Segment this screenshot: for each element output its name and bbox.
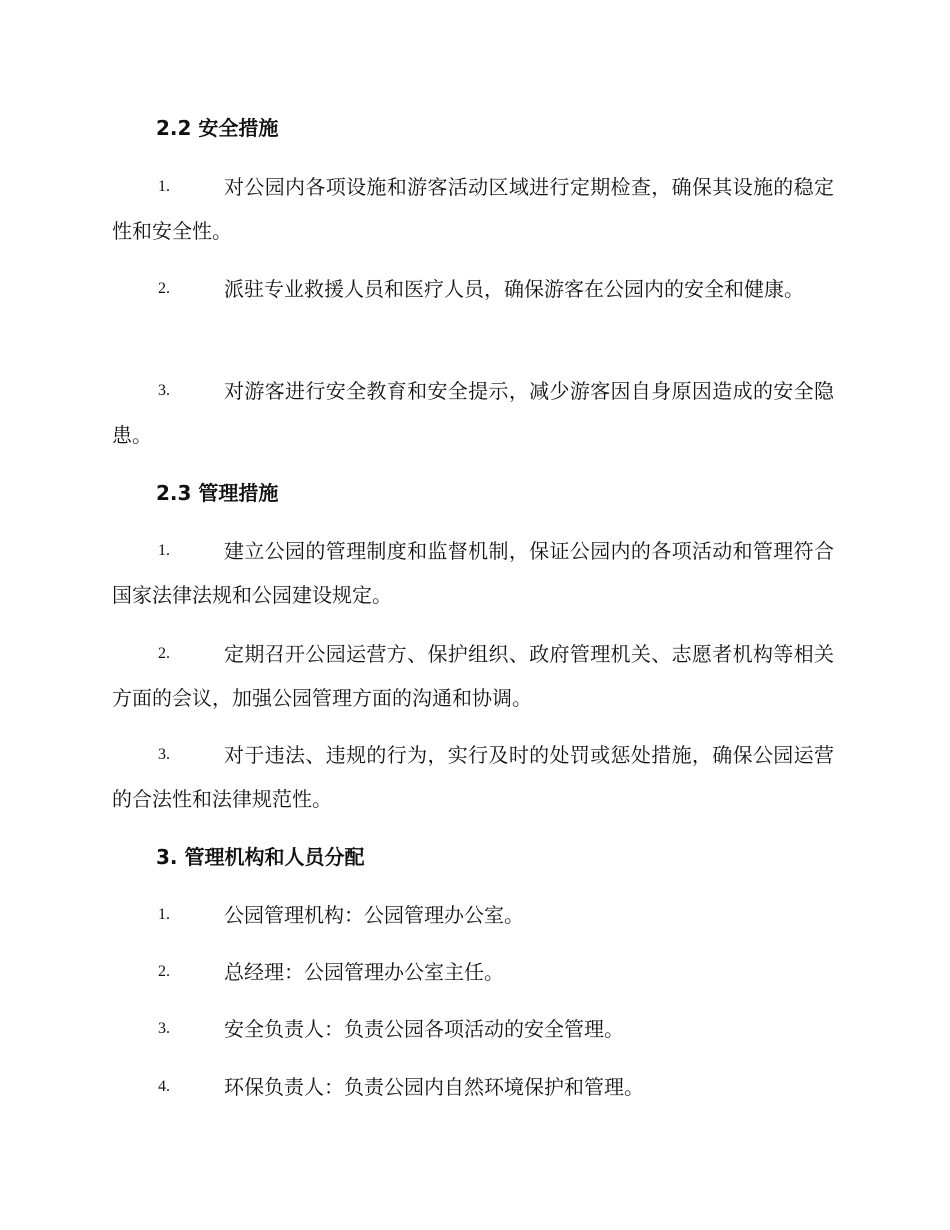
list-item-text: 总经理：公园管理办公室主任。: [224, 960, 504, 984]
list-item-text: 建立公园的管理制度和监督机制，保证公园内的各项活动和管理符合国家法律法规和公园建设规定。: [112, 539, 834, 607]
list-number: 3.: [158, 382, 170, 399]
list-item: [112, 173, 834, 253]
section-heading-management: 2.3 管理措施: [156, 481, 279, 505]
list-item: [112, 1073, 834, 1109]
list-item: [112, 640, 834, 720]
list-item: [112, 537, 834, 617]
list-number: 3.: [158, 1020, 170, 1037]
list-item: [112, 958, 834, 994]
list-item-text: 公园管理机构：公园管理办公室。: [224, 903, 524, 927]
list-number: 2.: [158, 963, 170, 980]
list-item-text: 派驻专业救援人员和医疗人员，确保游客在公园内的安全和健康。: [224, 277, 804, 301]
list-item-text: 安全负责人：负责公园各项活动的安全管理。: [224, 1017, 624, 1041]
list-number: 1.: [158, 542, 170, 559]
list-number: 2.: [158, 280, 170, 297]
list-number: 3.: [158, 746, 170, 763]
list-item-text: 对于违法、违规的行为，实行及时的处罚或惩处措施，确保公园运营的合法性和法律规范性。: [112, 743, 834, 811]
list-number: 1.: [158, 906, 170, 923]
list-number: 4.: [158, 1078, 170, 1095]
list-item-text: 对公园内各项设施和游客活动区域进行定期检查，确保其设施的稳定性和安全性。: [112, 175, 834, 243]
list-number: 1.: [158, 178, 170, 195]
list-item: [112, 741, 834, 821]
list-item-text: 对游客进行安全教育和安全提示，减少游客因自身原因造成的安全隐患。: [112, 379, 834, 447]
section-heading-organization: 3. 管理机构和人员分配: [156, 845, 365, 869]
section-heading-safety: 2.2 安全措施: [156, 116, 279, 140]
list-item-text: 环保负责人：负责公园内自然环境保护和管理。: [224, 1075, 644, 1099]
list-item: [112, 377, 834, 457]
list-number: 2.: [158, 645, 170, 662]
list-item: [112, 275, 834, 311]
list-item: [112, 901, 834, 937]
list-item: [112, 1015, 834, 1051]
list-item-text: 定期召开公园运营方、保护组织、政府管理机关、志愿者机构等相关方面的会议，加强公园管理方面的沟通和协调。: [112, 642, 834, 710]
